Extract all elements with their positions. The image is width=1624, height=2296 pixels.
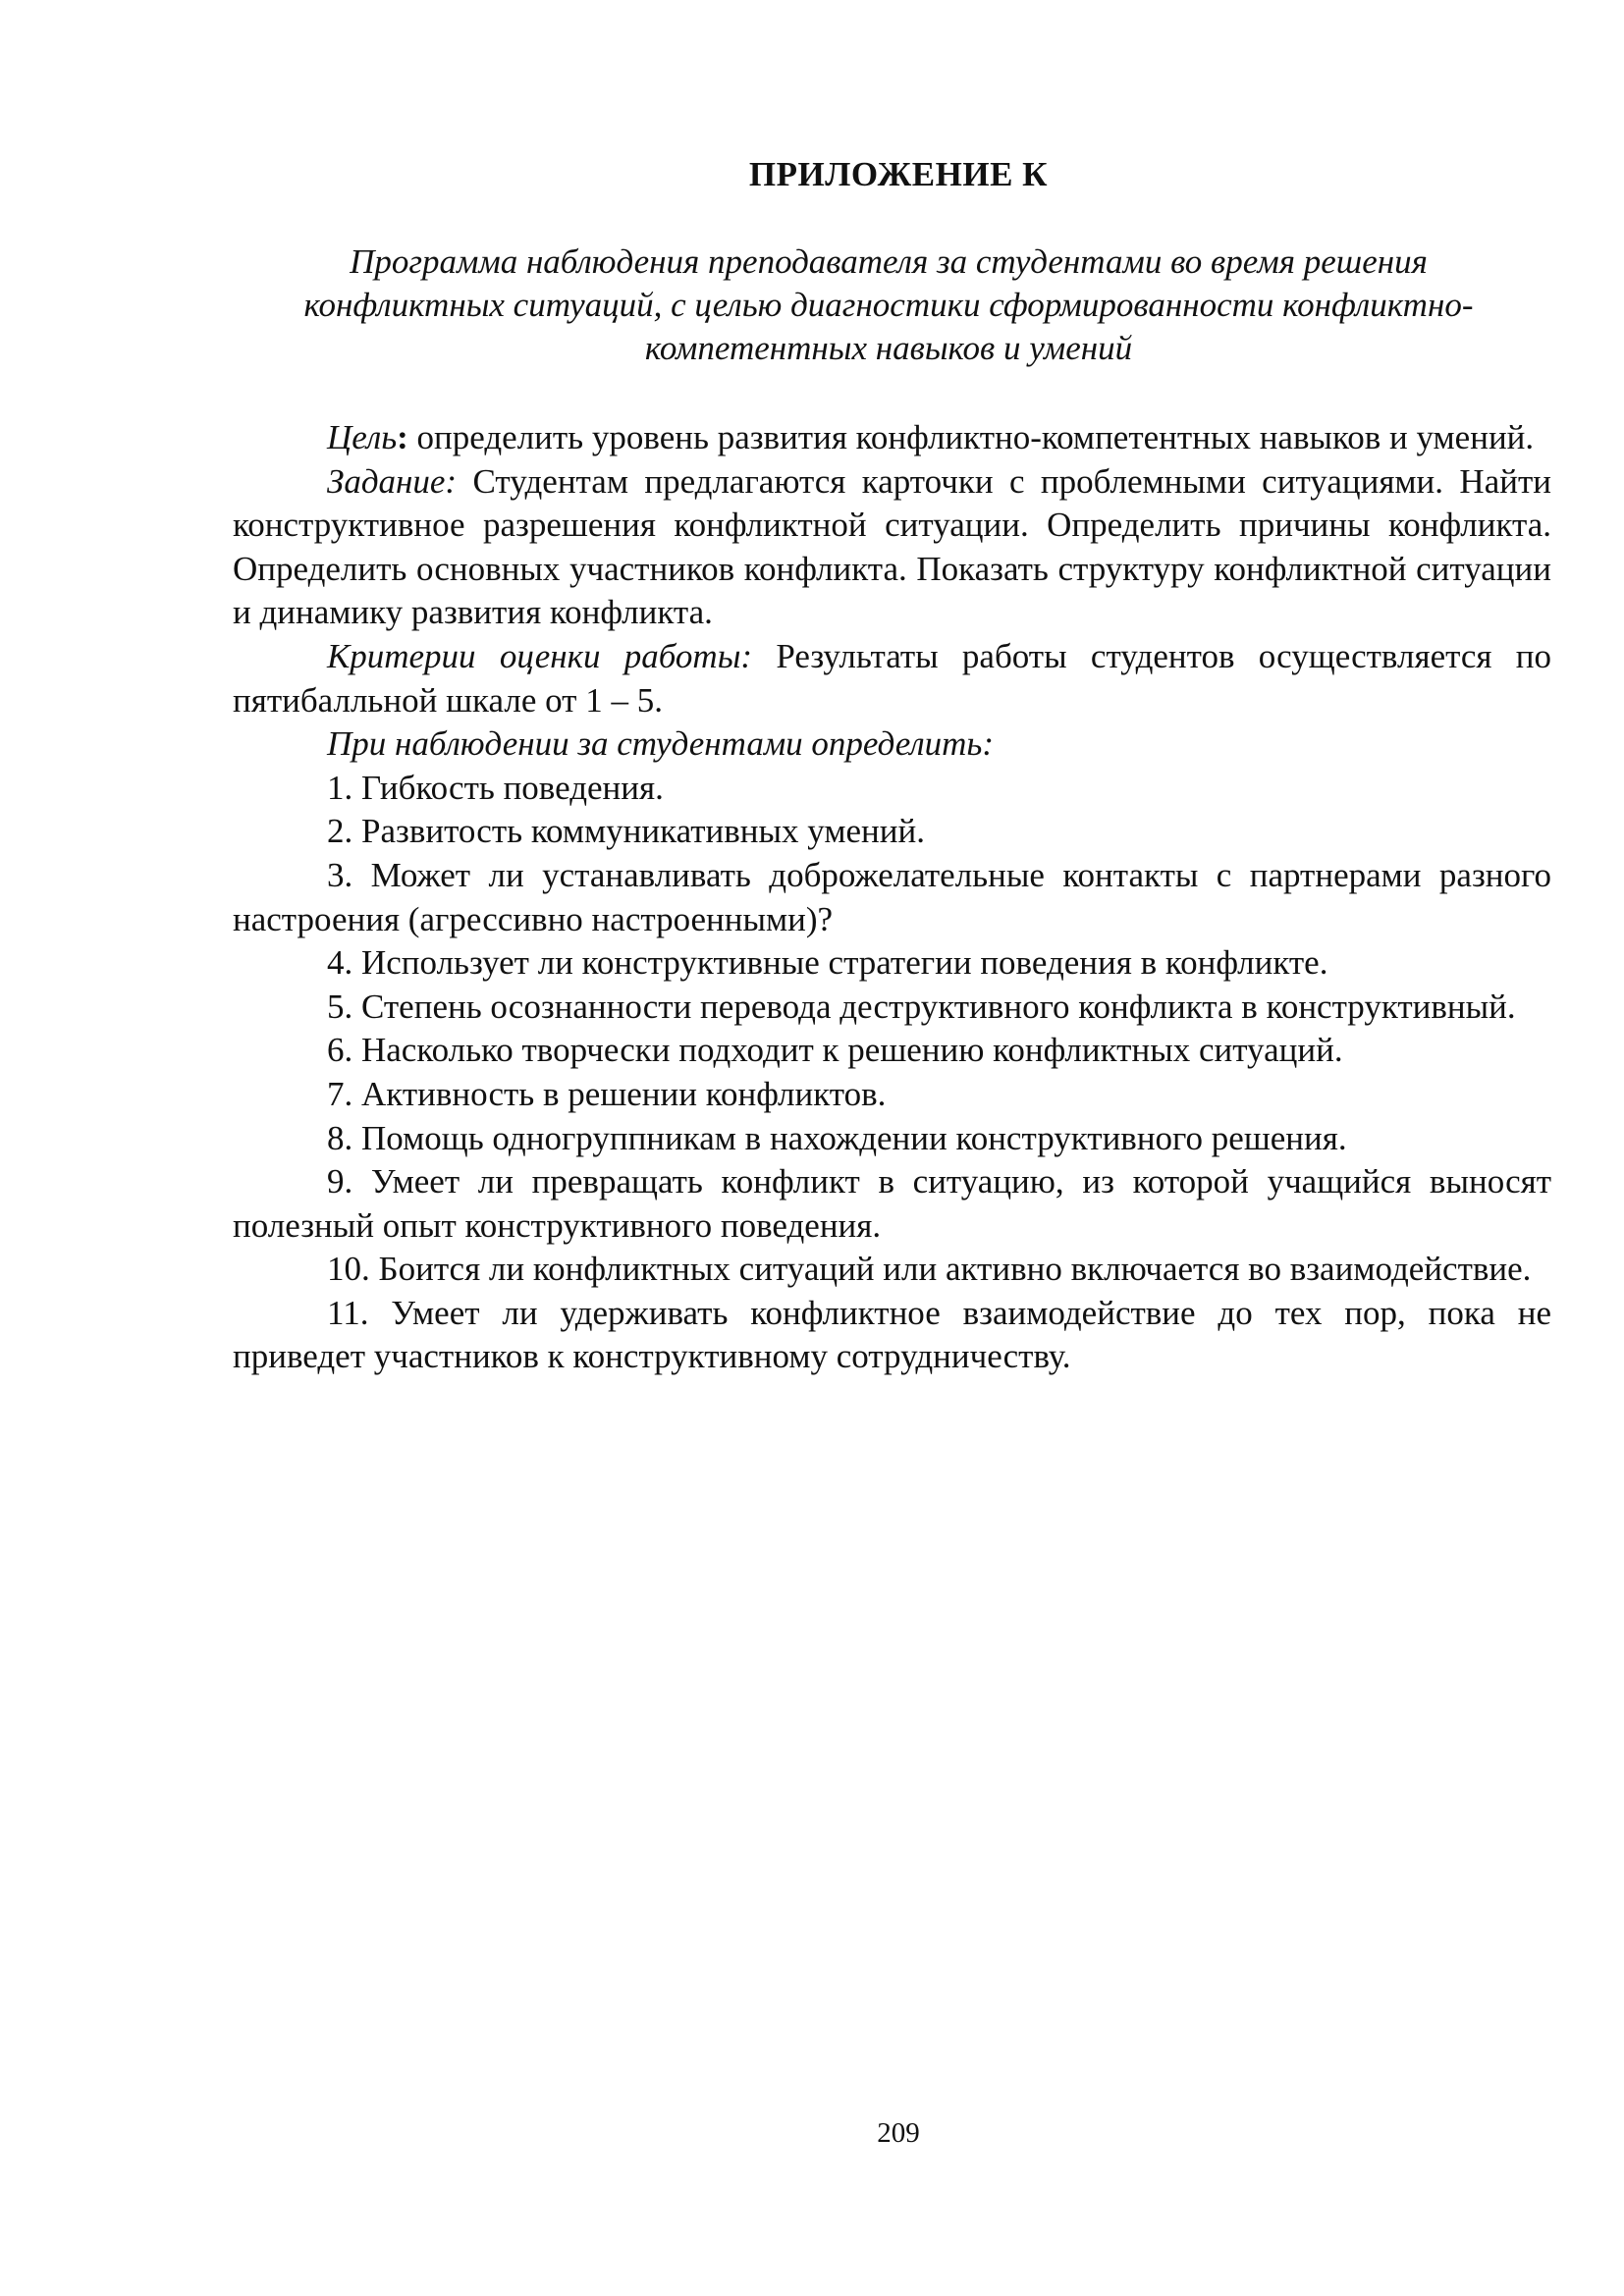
subtitle-line: конфликтных ситуаций, с целью диагностики сформированности конфликтно-	[303, 286, 1474, 324]
list-item: 9. Умеет ли превращать конфликт в ситуацию, из которой учащийся выносят полезный опыт конструктивного поведения.	[233, 1162, 1551, 1245]
criteria-text: Результаты работы студентов осуществляется по пятибалльной шкале от 1 – 5.	[233, 636, 1551, 720]
list-item: 1. Гибкость поведения.	[327, 768, 664, 807]
goal-colon: :	[397, 418, 408, 456]
criteria-label: Критерии оценки работы:	[327, 636, 753, 675]
goal-paragraph	[233, 416, 1551, 460]
program-subtitle	[216, 240, 1561, 370]
criteria-paragraph	[233, 635, 1551, 722]
list-item: 7. Активность в решении конфликтов.	[327, 1074, 887, 1113]
goal-text: определить уровень развития конфликтно-компетентных навыков и умений.	[407, 418, 1535, 456]
document-body	[233, 416, 1551, 1379]
list-item: 4. Использует ли конструктивные стратегии поведения в конфликте.	[327, 943, 1328, 983]
goal-label: Цель	[327, 418, 398, 456]
task-paragraph	[233, 460, 1551, 635]
list-item: 8. Помощь одногруппникам в нахождении конструктивного решения.	[327, 1118, 1347, 1157]
page-number: 209	[877, 2117, 920, 2149]
list-item: 10. Боится ли конфликтных ситуаций или активно включается во взаимодействие.	[327, 1250, 1532, 1289]
list-item: 3. Может ли устанавливать доброжелательные контакты с партнерами разного настроения (агрессивно настроенными)?	[233, 855, 1551, 938]
appendix-heading: ПРИЛОЖЕНИЕ К	[748, 155, 1049, 193]
list-item: 6. Насколько творчески подходит к решению конфликтных ситуаций.	[327, 1031, 1343, 1070]
list-item: 5. Степень осознанности перевода деструктивного конфликта в конструктивный.	[327, 987, 1516, 1026]
subtitle-line: Программа наблюдения преподавателя за студентами во время решения	[350, 242, 1428, 281]
observe-label: При наблюдении за студентами определить:	[327, 724, 995, 764]
list-item: 2. Развитость коммуникативных умений.	[327, 812, 925, 851]
task-label: Задание:	[327, 461, 458, 501]
task-text: Студентам предлагаются карточки с проблемными ситуациями. Найти конструктивное разрешения конфликтной ситуации. Определить причины конфликта. Определить основных участников конфликта. Показать структуру конфликтной ситуации и динамику развития конфликта.	[233, 461, 1551, 632]
subtitle-line: компетентных навыков и умений	[644, 329, 1133, 367]
list-item: 11. Умеет ли удерживать конфликтное взаимодействие до тех пор, пока не приведет участников к конструктивному сотрудничеству.	[233, 1293, 1551, 1376]
